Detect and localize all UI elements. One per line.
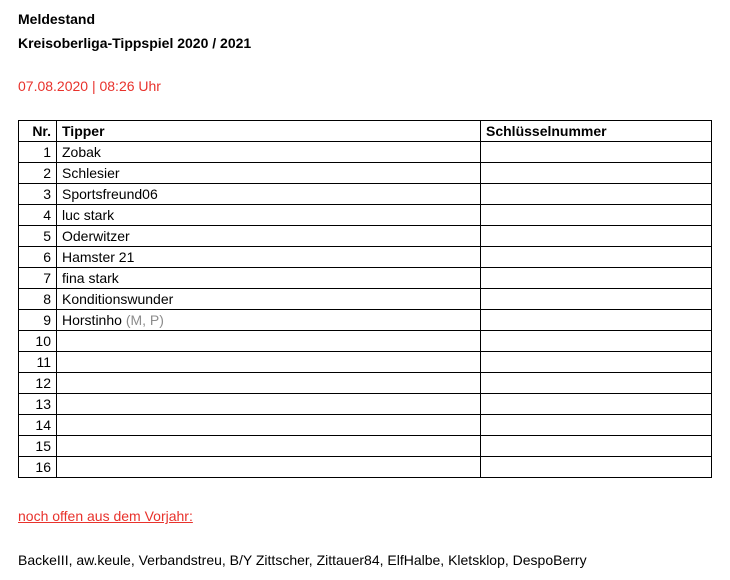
page-subtitle: Kreisoberliga-Tippspiel 2020 / 2021	[18, 35, 252, 51]
key-number-cell	[481, 373, 712, 394]
key-number-cell	[481, 184, 712, 205]
page-title: Meldestand	[18, 11, 96, 27]
table-body	[19, 142, 712, 478]
tipper-cell	[57, 226, 481, 247]
tipper-cell	[57, 205, 481, 226]
row-number: 5	[19, 226, 57, 247]
key-number-cell	[481, 163, 712, 184]
tipper-name: Konditionswunder	[62, 291, 174, 307]
table-header-row	[19, 121, 712, 142]
key-number-cell	[481, 247, 712, 268]
row-number: 15	[19, 436, 57, 457]
timestamp: 07.08.2020 | 08:26 Uhr	[18, 78, 161, 94]
table-row	[19, 436, 712, 457]
tipper-cell	[57, 436, 481, 457]
table-row	[19, 205, 712, 226]
table-row	[19, 289, 712, 310]
row-number: 3	[19, 184, 57, 205]
tipper-cell	[57, 268, 481, 289]
tipper-name: Sportsfreund06	[62, 186, 158, 202]
table-row	[19, 415, 712, 436]
table-row	[19, 142, 712, 163]
table-row	[19, 310, 712, 331]
column-header-nr: Nr.	[19, 121, 57, 142]
tipper-name: Horstinho	[62, 312, 122, 328]
tipper-cell	[57, 331, 481, 352]
column-header-key: Schlüsselnummer	[481, 121, 712, 142]
table-row	[19, 331, 712, 352]
row-number: 1	[19, 142, 57, 163]
row-number: 2	[19, 163, 57, 184]
row-number: 14	[19, 415, 57, 436]
tipper-cell	[57, 457, 481, 478]
table-row	[19, 394, 712, 415]
tipper-cell	[57, 415, 481, 436]
key-number-cell	[481, 142, 712, 163]
key-number-cell	[481, 310, 712, 331]
open-from-last-year-list: BackeIII, aw.keule, Verbandstreu, B/Y Zittscher, Zittauer84, ElfHalbe, Kletsklop, DespoBerry	[18, 552, 587, 568]
row-number: 8	[19, 289, 57, 310]
tipper-name: Schlesier	[62, 165, 120, 181]
tipper-name: Zobak	[62, 144, 101, 160]
tipper-cell	[57, 184, 481, 205]
key-number-cell	[481, 415, 712, 436]
table-row	[19, 247, 712, 268]
tipper-cell	[57, 289, 481, 310]
column-header-tipper: Tipper	[57, 121, 481, 142]
key-number-cell	[481, 394, 712, 415]
table-row	[19, 184, 712, 205]
tipper-name: fina stark	[62, 270, 119, 286]
key-number-cell	[481, 205, 712, 226]
tipper-name: luc stark	[62, 207, 115, 223]
table-row	[19, 457, 712, 478]
row-number: 6	[19, 247, 57, 268]
tipper-cell	[57, 163, 481, 184]
row-number: 4	[19, 205, 57, 226]
key-number-cell	[481, 226, 712, 247]
row-number: 10	[19, 331, 57, 352]
row-number: 16	[19, 457, 57, 478]
open-from-last-year-label: noch offen aus dem Vorjahr:	[18, 508, 193, 524]
row-number: 11	[19, 352, 57, 373]
tipper-cell	[57, 310, 481, 331]
key-number-cell	[481, 436, 712, 457]
table-row	[19, 226, 712, 247]
tipper-name: Oderwitzer	[62, 228, 130, 244]
table-row	[19, 352, 712, 373]
tipper-cell	[57, 142, 481, 163]
tipper-cell	[57, 247, 481, 268]
table-row	[19, 268, 712, 289]
registration-table	[18, 120, 712, 478]
tipper-cell	[57, 373, 481, 394]
table-row	[19, 373, 712, 394]
row-number: 9	[19, 310, 57, 331]
key-number-cell	[481, 268, 712, 289]
key-number-cell	[481, 331, 712, 352]
key-number-cell	[481, 289, 712, 310]
tipper-cell	[57, 394, 481, 415]
row-number: 7	[19, 268, 57, 289]
key-number-cell	[481, 352, 712, 373]
key-number-cell	[481, 457, 712, 478]
row-number: 12	[19, 373, 57, 394]
table-row	[19, 163, 712, 184]
row-number: 13	[19, 394, 57, 415]
tipper-note: (M, P)	[125, 312, 164, 328]
tipper-cell	[57, 352, 481, 373]
tipper-name: Hamster 21	[62, 249, 135, 265]
